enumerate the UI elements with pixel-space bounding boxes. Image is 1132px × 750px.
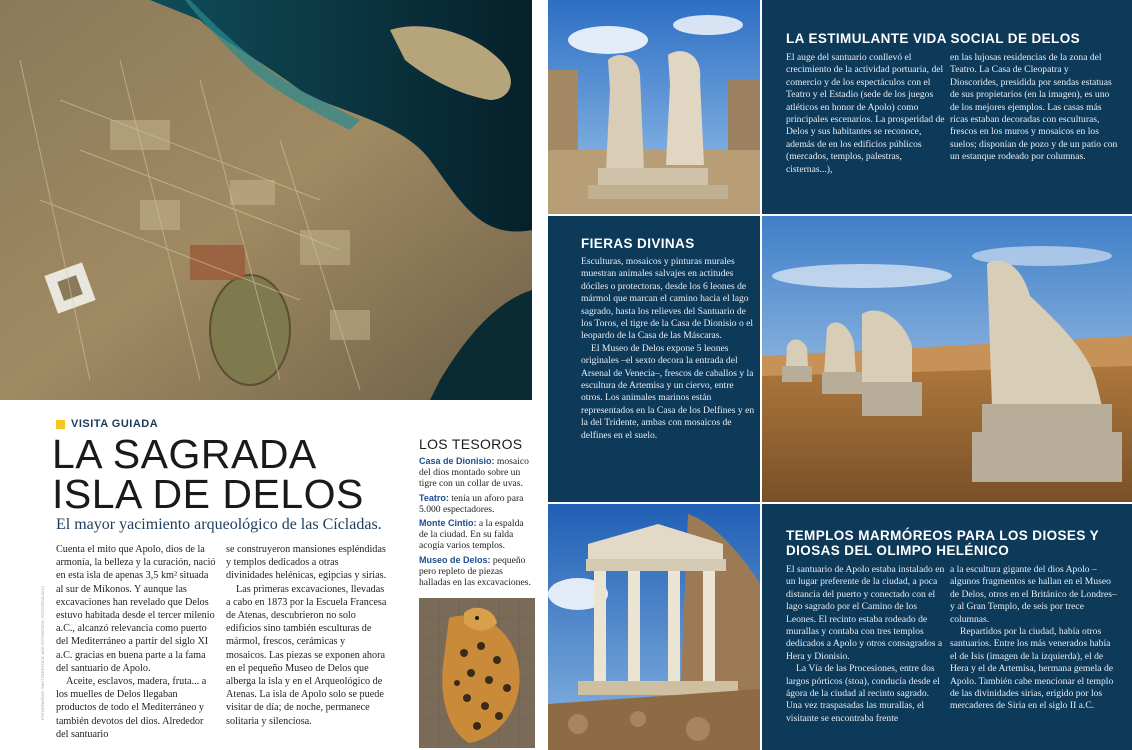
paragraph: Esculturas, mosaicos y pinturas murales muestran animales salvajes en actitudes dóciles o protectoras, desde los 6 leones de mármol que marcan el camino hacia el lago sagrado, hasta los relieves del Santuario de los Toros, el tigre de la Casa de Dionisio o el leopardo de la Casa de las Máscaras. [581, 256, 754, 342]
tesoro-item [419, 555, 535, 589]
article-title [52, 431, 412, 517]
article-subtitle: El mayor yacimiento arqueológico de las Cícladas. [56, 516, 382, 533]
templos-column-2 [950, 564, 1118, 713]
paragraph: se construyeron mansiones espléndidas y templos dedicados a otras divinidades helénicas, egipcias y sirias. [226, 544, 387, 582]
paragraph: Repartidos por la ciudad, había otros santuarios. Entre los más venerados había el de Isis (imagen de la izquierda), el de Hera y el de Artemisa, hermana gemela de Apolo. También cabe mencionar el templo de las divinidades sirias, erigido por los mercaderes de Siria en el siglo II a.C. [950, 626, 1114, 712]
page-gutter [540, 0, 548, 750]
title-line-2: ISLA DE DELOS [52, 471, 364, 517]
kicker-label: VISITA GUIADA [71, 418, 159, 430]
tesoro-name: Monte Cintio: [419, 518, 477, 529]
tesoro-item [419, 456, 535, 490]
fieras-heading: FIERAS DIVINAS [581, 236, 695, 251]
templos-column-1 [786, 564, 946, 725]
temple-of-isis-photo [548, 504, 760, 750]
tesoro-name: Museo de Delos: [419, 554, 491, 565]
left-page [0, 0, 540, 750]
fieras-panel [548, 216, 760, 502]
tesoro-text: tenía un aforo para 5.000 espectadores. [419, 492, 524, 515]
title-line-1: LA SAGRADA [52, 431, 317, 477]
tesoros-heading: LOS TESOROS [419, 436, 523, 452]
cleopatra-dioscorides-statues-photo [548, 0, 760, 214]
tesoro-name: Teatro: [419, 492, 449, 503]
tesoros-sidebar [419, 436, 535, 591]
photo-credit: FOTOGRAFÍAS: SHUTTERSTOCK; AGE FOTOSTOCK; FOTOTECA 9X12 [40, 586, 45, 720]
paragraph: El Museo de Delos expone 5 leones originales –el sexto decora la entrada del Arsenal de Venecia–, frescos de caballos y la escultura de Artemisa y un ciervo, entre otros. Los animales marinos están representados en la Casa de los Delfines y en la del Tridente, ambas con mosaicos de delfines en el suelo. [581, 342, 755, 441]
tesoro-text: pequeño pero repleto de piezas halladas en las excavaciones. [419, 554, 531, 589]
tesoro-item [419, 518, 535, 552]
tesoro-text: a la espalda de la ciudad. En su falda acogía varios templos. [419, 518, 524, 552]
body-column-2 [226, 543, 388, 728]
templos-heading: TEMPLOS MARMÓREOS PARA LOS DIOSES Y DIOSAS DEL OLIMPO HELÉNICO [786, 528, 1099, 558]
kicker-square-icon [56, 420, 65, 429]
social-life-panel [762, 0, 1132, 214]
section-kicker [56, 418, 158, 430]
social-heading: LA ESTIMULANTE VIDA SOCIAL DE DELOS [786, 31, 1081, 46]
body-column-1 [56, 543, 216, 741]
templos-panel [762, 504, 1132, 750]
paragraph: El santuario de Apolo estaba instalado en un lugar preferente de la ciudad, a poca distancia del puerto y conectado con el lago sagrado por el Camino de los Leones. El recinto estaba rodeado de murallas y contaba con tres templos dedicados a Apolo y otros consagrados a Hera y Dionisio. [786, 564, 945, 662]
paragraph: Cuenta el mito que Apolo, dios de la armonía, la belleza y la curación, nació en esta isla de apenas 3,5 km² situada al sur de Míkonos. Y aunque las excavaciones han revelado que Delos estuvo habitada desde el tercer milenio a.C., alcanzó relevancia como puerto del Mediterráneo a partir del siglo XI a.C. gracias en buena parte a la fama del santuario de Apolo. [56, 544, 216, 674]
fieras-column [581, 256, 757, 442]
right-page [548, 0, 1132, 750]
paragraph: Aceite, esclavos, madera, fruta... a los muelles de Delos llegaban productos de todo el Mediterráneo y también devotos del dios. Alrededor del santuario [56, 676, 207, 740]
terrace-of-lions-photo [762, 216, 1132, 502]
tesoro-name: Casa de Dionisio: [419, 456, 495, 466]
paragraph: en las lujosas residencias de la zona del Teatro. La Casa de Cleopatra y Dioscorides, presidida por sendas estatuas de sus propietarios (en la imagen), es uno de los mejores ejemplos. Las casas más ricas estaban decoradas con esculturas, frescos en los muros y mosaicos en los suelos; disponían de pozo y de un patio con un estanque rodeado por columnas. [950, 52, 1118, 163]
social-column-1 [786, 52, 946, 176]
leopard-mosaic-photo [419, 598, 535, 748]
paragraph: a la escultura gigante del dios Apolo –algunos fragmentos se hallan en el Museo de Delos, otros en el Británico de Londres– y al Gran Templo, de seis por trece columnas. [950, 564, 1117, 625]
aerial-photo-delos [0, 0, 532, 400]
paragraph: Las primeras excavaciones, llevadas a cabo en 1873 por la Escuela Francesa de Atenas, descubrieron no solo edificios sino también esculturas de mármol, frescos, cerámicas y mosaicos. Las piezas se exponen ahora en el pequeño Museo de Delos que alberga la isla y en el Arqueológico de Atenas. La isla de Apolo solo se puede visitar de día; de noche, permanece solitaria y silenciosa. [226, 583, 387, 727]
paragraph: La Vía de las Procesiones, entre dos largos pórticos (stoa), conducía desde el ágora de la ciudad al recinto sagrado. Una vez traspasadas las murallas, el visitante se encontraba frente [786, 663, 940, 724]
social-column-2 [950, 52, 1118, 164]
paragraph: El auge del santuario conllevó el crecimiento de la actividad portuaria, del comercio y de los espectáculos con el Teatro y el Estadio (sede de los juegos atléticos en honor de Apolo) como principales escenarios. La prosperidad de Delos y sus habitantes se reconoce, además de en los edificios públicos (mercados, templos, palestras, cisternas...), [786, 52, 945, 175]
tesoro-text: mosaico del dios montado sobre un tigre con un collar de uvas. [419, 456, 529, 490]
tesoro-item [419, 493, 535, 515]
